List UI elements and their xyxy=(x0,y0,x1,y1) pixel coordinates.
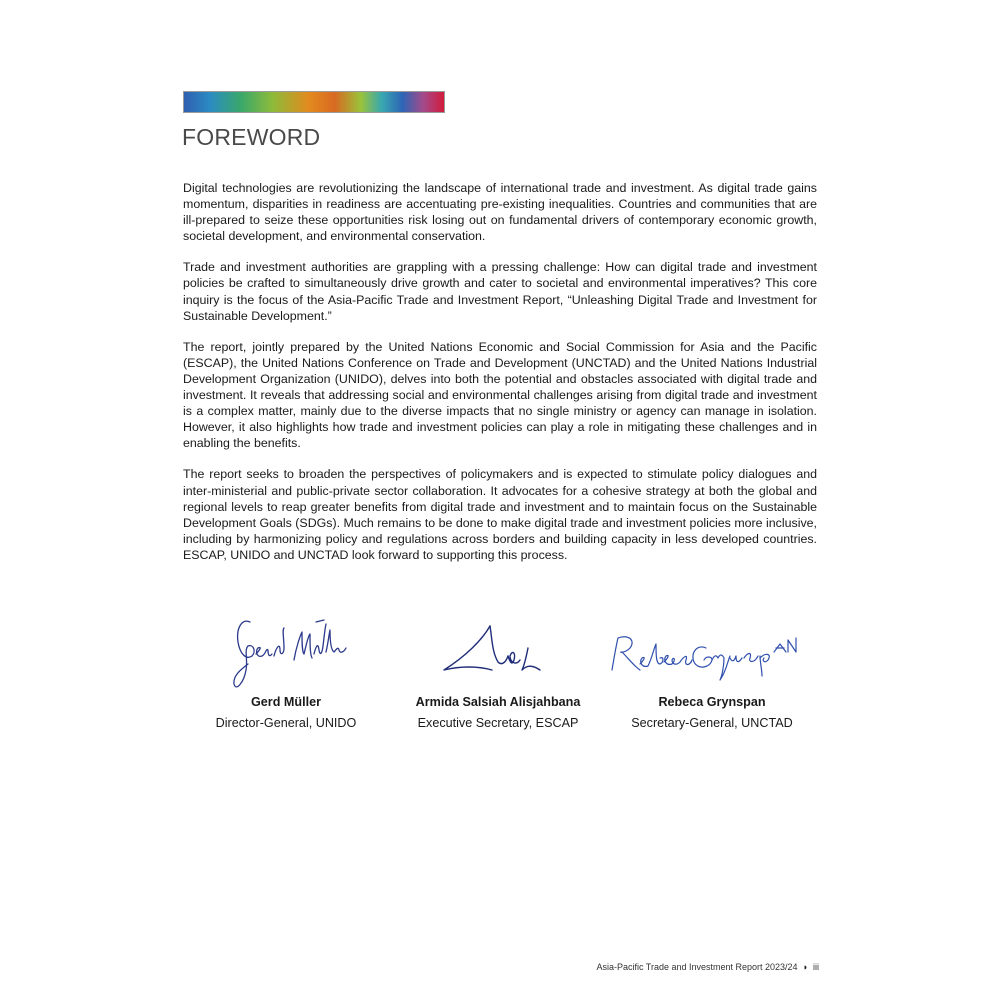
paragraph-3: The report, jointly prepared by the United Nations Economic and Social Commission for Asia and the Pacific (ESCAP), the United Nations Conference on Trade and Development (UNCTAD) and the United Nations Industrial Development Organization (UNIDO), delves into both the potential and obstacles associated with digital trade and investment. It reveals that addressing social and environmental challenges arising from digital trade and investment is a complex matter, mainly due to the diverse impacts that no single ministry or agency can manage in isolation. However, it also highlights how trade and investment policies can play a role in mitigating these challenges and in enabling the benefits. xyxy=(183,339,817,451)
signer-name-rebeca-grynspan: Rebeca Grynspan xyxy=(658,695,766,709)
footer-report-title: Asia-Pacific Trade and Investment Report 2023/24 xyxy=(596,962,798,972)
signer-name-gerd-muller: Gerd Müller xyxy=(251,695,321,709)
page-number: iii xyxy=(813,962,819,972)
paragraph-1: Digital technologies are revolutionizing the landscape of international trade and investment. As digital trade gains momentum, disparities in readiness are accentuating pre-existing inequalities. Countries and communities that are ill-prepared to seize these opportunities risk losing out on fundamental drivers of contemporary economic growth, societal development, and environmental conservation. xyxy=(183,181,817,244)
foreword-body xyxy=(183,180,817,578)
signature-rebeca-grynspan xyxy=(602,608,822,694)
signer-title-unctad: Secretary-General, UNCTAD xyxy=(631,716,793,730)
signatory-unido xyxy=(176,608,396,731)
page-footer xyxy=(596,962,819,972)
rainbow-header-bar xyxy=(183,91,445,113)
signer-title-escap: Executive Secretary, ESCAP xyxy=(417,716,579,730)
signer-title-unido: Director-General, UNIDO xyxy=(215,716,357,730)
paragraph-4: The report seeks to broaden the perspectives of policymakers and is expected to stimulate policy dialogues and inter-ministerial and public-private sector collaboration. It advocates for a cohesive strategy at both the global and regional levels to reap greater benefits from digital trade and investment and to maintain focus on the Sustainable Development Goals (SDGs). Much remains to be done to make digital trade and investment policies more inclusive, including by harmonizing policy and regulations across borders and building capacity in less developed countries. ESCAP, UNIDO and UNCTAD look forward to supporting this process. xyxy=(183,467,817,562)
half-circle-marker-icon: ◗ xyxy=(802,962,808,972)
signer-name-armida-alisjahbana: Armida Salsiah Alisjahbana xyxy=(415,695,581,709)
page-title: FOREWORD xyxy=(182,124,321,150)
signatory-unctad xyxy=(602,608,822,731)
paragraph-2: Trade and investment authorities are grappling with a pressing challenge: How can digital trade and investment policies be crafted to simultaneously drive growth and cater to societal and environmental imperatives? This core inquiry is the focus of the Asia-Pacific Trade and Investment Report, “Unleashing Digital Trade and Investment for Sustainable Development.” xyxy=(183,260,817,323)
signature-armida-alisjahbana xyxy=(388,608,608,694)
signatory-escap xyxy=(388,608,608,731)
signature-gerd-muller xyxy=(176,608,396,694)
